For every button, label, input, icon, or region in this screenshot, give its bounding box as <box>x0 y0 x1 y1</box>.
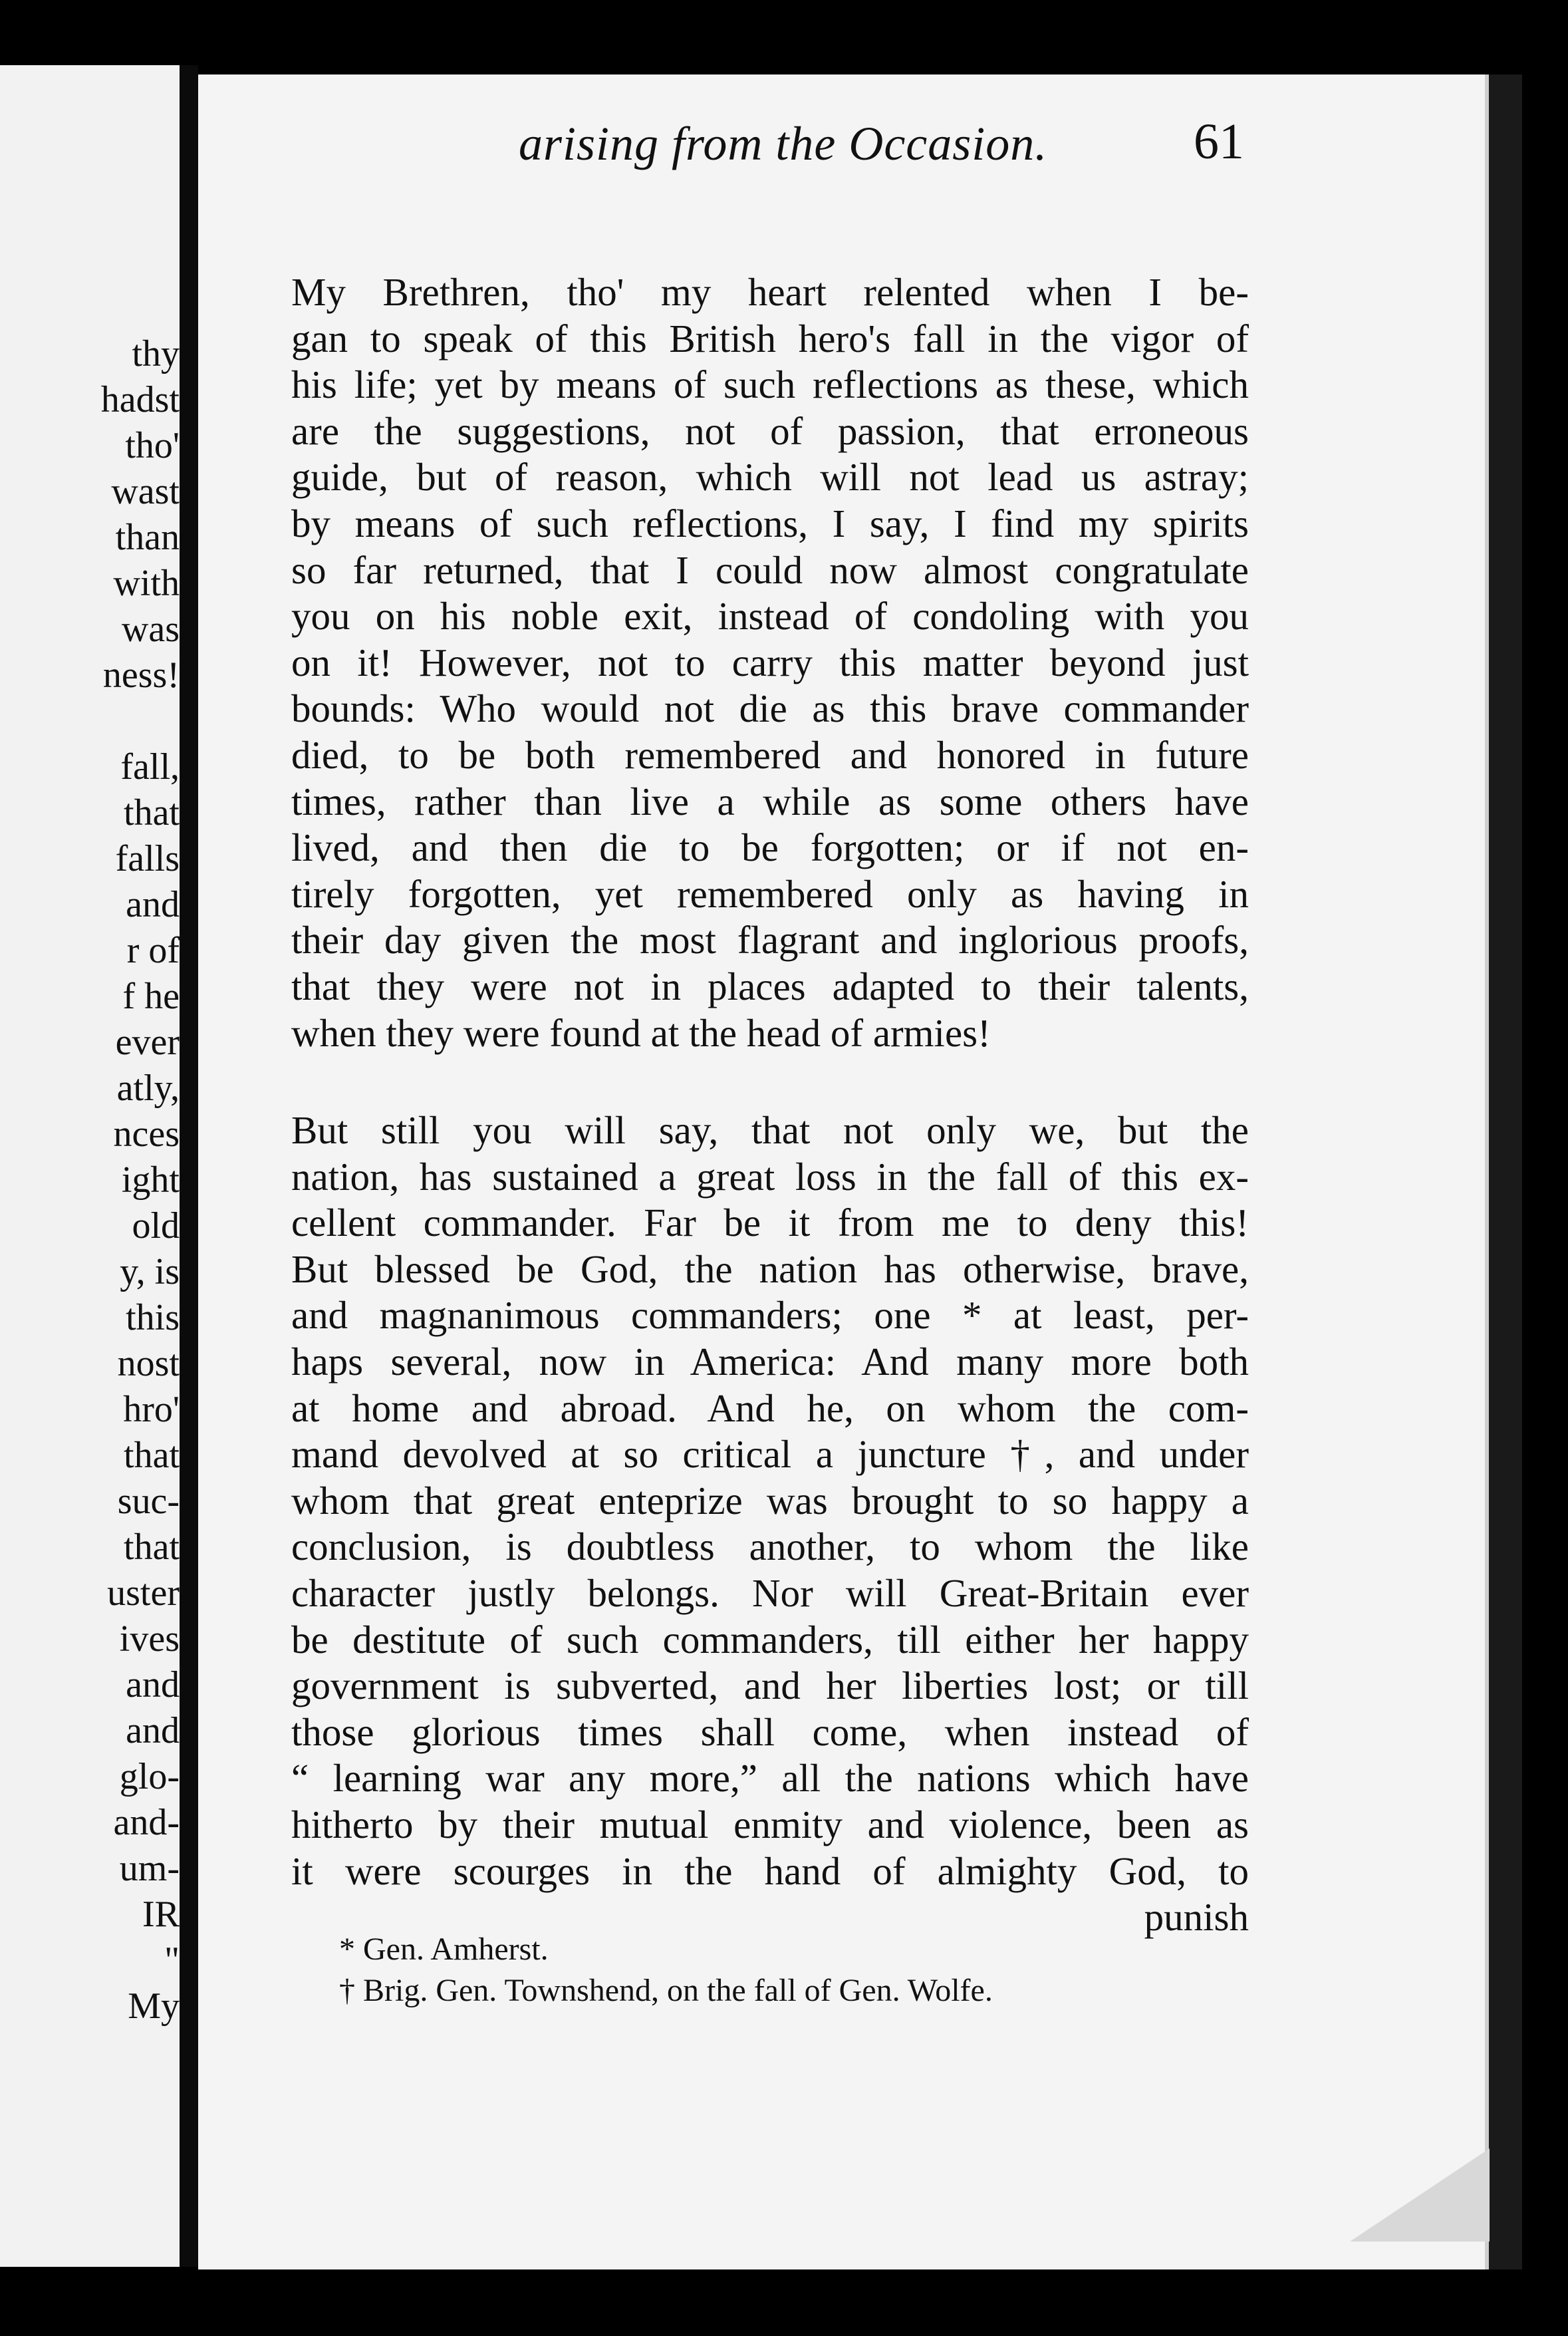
left-page-line: tho' <box>125 425 180 466</box>
text-line: be destitute of such commanders, till either her happy <box>291 1617 1249 1662</box>
left-page-line: ness! <box>102 655 180 696</box>
left-page-line: glo- <box>119 1756 180 1797</box>
text-line: But blessed be God, the nation has otherwise, brave, <box>291 1246 1249 1291</box>
text-line: lived, and then die to be forgotten; or if not en- <box>291 825 1249 870</box>
page-number: 61 <box>1194 114 1244 170</box>
left-page-line: and <box>126 884 180 925</box>
text-line: tirely forgotten, yet remembered only as having in <box>291 871 1249 916</box>
left-page-line: y, is <box>120 1251 180 1292</box>
footnote: * Gen. Amherst. <box>339 1932 549 1967</box>
left-page-line: this <box>126 1297 180 1338</box>
left-page-line: suc- <box>117 1481 180 1522</box>
running-head: arising from the Occasion. <box>519 117 1048 170</box>
left-page-line: IR <box>142 1894 180 1935</box>
text-line: hitherto by their mutual enmity and violence, been as <box>291 1802 1249 1846</box>
text-line: “ learning war any more,” all the nations which have <box>291 1756 1249 1801</box>
text-line: mand devolved at so critical a juncture †, and under <box>291 1432 1249 1477</box>
left-page-line: um- <box>119 1848 180 1889</box>
text-line: it were scourges in the hand of almighty God, to <box>291 1848 1249 1893</box>
left-page-line: atly, <box>116 1068 180 1109</box>
text-line: at home and abroad. And he, on whom the com- <box>291 1386 1249 1430</box>
left-page-line: hro' <box>123 1389 180 1430</box>
text-line: their day given the most flagrant and inglorious proofs, <box>291 918 1249 962</box>
text-line: character justly belongs. Nor will Great-Britain ever <box>291 1570 1249 1615</box>
text-line: conclusion, is doubtless another, to whom the like <box>291 1525 1249 1569</box>
text-line: government is subverted, and her liberties lost; or till <box>291 1664 1249 1708</box>
text-line: his life; yet by means of such reflections as these, which <box>291 363 1249 407</box>
text-line: when they were found at the head of armies! <box>291 1010 991 1055</box>
text-line: But still you will say, that not only we, but the <box>291 1108 1249 1152</box>
left-page-line: ever <box>115 1022 180 1063</box>
left-page-line: My <box>128 1985 180 2027</box>
left-page-line: that <box>124 1527 180 1568</box>
left-page-line: hadst <box>100 379 180 420</box>
left-page-line: r of <box>126 930 180 971</box>
left-page-line: uster <box>107 1572 180 1614</box>
left-page-line: was <box>121 609 180 650</box>
left-page-line: and <box>126 1710 180 1751</box>
facing-page-fragment <box>0 65 180 2267</box>
left-page-line: that <box>124 792 180 833</box>
book-gutter <box>180 65 198 2267</box>
text-line: whom that great enteprize was brought to so happy a <box>291 1478 1249 1523</box>
left-page-line: falls <box>115 838 180 879</box>
text-line: bounds: Who would not die as this brave commander <box>291 686 1249 731</box>
paragraph-2 <box>291 1107 1249 1894</box>
left-page-line: nost <box>117 1343 180 1384</box>
text-line: by means of such reflections, I say, I find my spirits <box>291 501 1249 545</box>
left-page-line: thy <box>132 333 180 374</box>
text-line: times, rather than live a while as some others have <box>291 779 1249 823</box>
page-edge <box>1485 74 1522 2269</box>
folded-page-corner <box>1350 2148 1490 2242</box>
left-page-line: ives <box>119 1618 180 1660</box>
left-page-line: that <box>124 1435 180 1476</box>
text-line: nation, has sustained a great loss in the fall of this ex- <box>291 1154 1249 1199</box>
text-line: you on his noble exit, instead of condoling with you <box>291 594 1249 639</box>
left-page-line: wast <box>111 471 180 512</box>
footnote: † Brig. Gen. Townshend, on the fall of Gen. Wolfe. <box>339 1973 993 2008</box>
text-line: so far returned, that I could now almost congratulate <box>291 547 1249 592</box>
text-line: died, to be both remembered and honored in future <box>291 732 1249 777</box>
text-line: guide, but of reason, which will not lead us astray; <box>291 455 1249 500</box>
text-line: on it! However, not to carry this matter beyond just <box>291 640 1249 684</box>
left-page-line: old <box>132 1205 180 1246</box>
paragraph-1 <box>291 269 1249 1056</box>
catchword: punish <box>1144 1895 1249 1939</box>
left-page-line: " <box>164 1940 180 1981</box>
left-page-line: with <box>113 563 180 604</box>
text-line: that they were not in places adapted to their talents, <box>291 964 1249 1008</box>
text-line: are the suggestions, not of passion, that erroneous <box>291 408 1249 453</box>
left-page-line: than <box>115 517 180 558</box>
footnotes <box>339 1929 993 2011</box>
left-page-line: f he <box>122 976 180 1017</box>
text-line: and magnanimous commanders; one * at least, per- <box>291 1293 1249 1338</box>
left-page-line: and- <box>113 1802 180 1843</box>
text-line: My Brethren, tho' my heart relented when I be- <box>291 270 1249 314</box>
text-line: haps several, now in America: And many more both <box>291 1339 1249 1384</box>
left-page-line: nces <box>113 1113 180 1155</box>
text-line: cellent commander. Far be it from me to deny this! <box>291 1201 1249 1245</box>
text-line: gan to speak of this British hero's fall in the vigor of <box>291 316 1249 361</box>
left-page-line: ight <box>121 1159 180 1201</box>
left-page-line: fall, <box>120 746 180 788</box>
left-page-line: and <box>126 1664 180 1705</box>
text-line: those glorious times shall come, when instead of <box>291 1709 1249 1754</box>
